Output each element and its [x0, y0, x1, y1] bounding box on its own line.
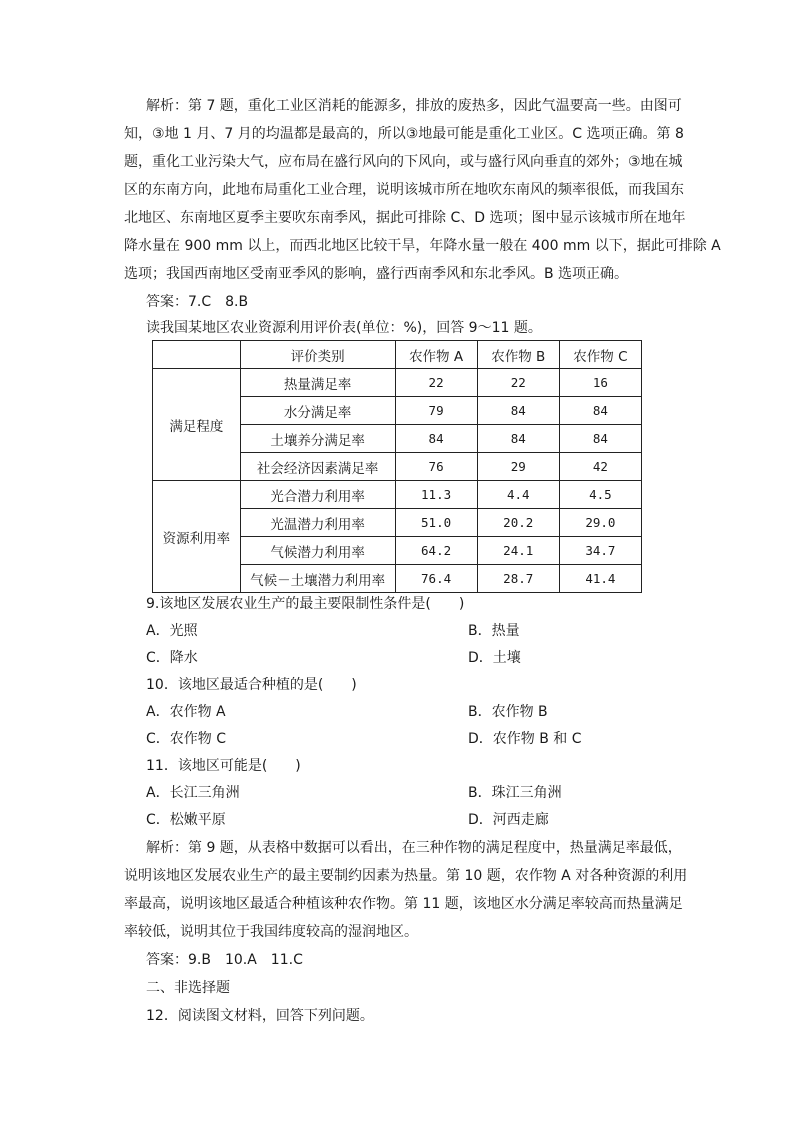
question-11-stem: 11．该地区可能是( ) — [146, 758, 301, 774]
cell-value: 16 — [559, 369, 641, 397]
explanation-line: 解析：第 9 题，从表格中数据可以看出，在三种作物的满足程度中，热量满足率最低， — [146, 840, 682, 856]
answer-q7-8: 答案：7.C 8.B — [146, 294, 249, 310]
row-label: 光温潜力利用率 — [240, 509, 395, 537]
question-11-option-b: B．珠江三角洲 — [468, 785, 562, 801]
question-9-option-d: D．土壤 — [468, 650, 521, 666]
evaluation-table — [152, 340, 642, 593]
explanation-line: 题，重化工业污染大气，应布局在盛行风向的下风向，或与盛行风向垂直的郊外；③地在城 — [124, 154, 683, 170]
cell-value: 20.2 — [477, 509, 559, 537]
cell-value: 51.0 — [395, 509, 477, 537]
question-10-option-c: C．农作物 C — [146, 731, 227, 747]
explanation-line: 说明该地区发展农业生产的最主要制约因素为热量。第 10 题，农作物 A 对各种资源的利用 — [124, 868, 688, 884]
question-11-option-d: D．河西走廊 — [468, 812, 549, 828]
table-header-blank — [153, 341, 241, 369]
cell-value: 29 — [477, 453, 559, 481]
question-10-stem: 10．该地区最适合种植的是( ) — [146, 677, 357, 693]
question-9-stem: 9.该地区发展农业生产的最主要限制性条件是( ) — [146, 596, 465, 612]
row-label: 热量满足率 — [240, 369, 395, 397]
cell-value: 28.7 — [477, 565, 559, 593]
cell-value: 22 — [395, 369, 477, 397]
question-9-option-b: B．热量 — [468, 623, 520, 639]
explanation-line: 区的东南方向，此地布局重化工业合理，说明该城市所在地吹东南风的频率很低，而我国东 — [124, 182, 684, 198]
row-label: 土壤养分满足率 — [240, 425, 395, 453]
table-header-row — [153, 341, 642, 369]
cell-value: 29.0 — [559, 509, 641, 537]
question-9-option-c: C．降水 — [146, 650, 198, 666]
table-header-crop-b: 农作物 B — [477, 341, 559, 369]
row-label: 气候－土壤潜力利用率 — [240, 565, 395, 593]
explanation-line: 解析：第 7 题，重化工业区消耗的能源多，排放的废热多，因此气温要高一些。由图可 — [146, 98, 682, 114]
row-label: 社会经济因素满足率 — [240, 453, 395, 481]
question-10-option-a: A．农作物 A — [146, 704, 226, 720]
cell-value: 4.5 — [559, 481, 641, 509]
explanation-line: 知，③地 1 月、7 月的均温都是最高的，所以③地最可能是重化工业区。C 选项正确。第 8 — [124, 126, 684, 142]
question-11-option-c: C．松嫩平原 — [146, 812, 226, 828]
cell-value: 76.4 — [395, 565, 477, 593]
question-12-stem: 12．阅读图文材料，回答下列问题。 — [146, 1008, 374, 1024]
cell-value: 84 — [559, 425, 641, 453]
cell-value: 42 — [559, 453, 641, 481]
cell-value: 79 — [395, 397, 477, 425]
cell-value: 41.4 — [559, 565, 641, 593]
cell-value: 22 — [477, 369, 559, 397]
section-heading: 二、非选择题 — [146, 980, 230, 996]
cell-value: 84 — [395, 425, 477, 453]
group-label-utilization: 资源利用率 — [153, 481, 241, 593]
cell-value: 64.2 — [395, 537, 477, 565]
table-header-crop-a: 农作物 A — [395, 341, 477, 369]
question-10-option-b: B．农作物 B — [468, 704, 548, 720]
cell-value: 84 — [559, 397, 641, 425]
table-row — [153, 481, 642, 509]
cell-value: 76 — [395, 453, 477, 481]
explanation-line: 率最高，说明该地区最适合种植该种农作物。第 11 题，该地区水分满足率较高而热量满足 — [124, 896, 683, 912]
question-11-option-a: A．长江三角洲 — [146, 785, 240, 801]
cell-value: 34.7 — [559, 537, 641, 565]
table-row — [153, 369, 642, 397]
table-header-crop-c: 农作物 C — [559, 341, 641, 369]
table-header-category: 评价类别 — [240, 341, 395, 369]
explanation-line: 北地区、东南地区夏季主要吹东南季风，据此可排除 C、D 选项；图中显示该城市所在地年 — [124, 210, 686, 226]
cell-value: 84 — [477, 425, 559, 453]
explanation-line: 降水量在 900 mm 以上，而西北地区比较干旱，年降水量一般在 400 mm 以下，据此可排除 A — [124, 238, 721, 254]
row-label: 水分满足率 — [240, 397, 395, 425]
answer-q9-11: 答案：9.B 10.A 11.C — [146, 952, 303, 968]
question-9-option-a: A．光照 — [146, 623, 198, 639]
explanation-line: 率较低，说明其位于我国纬度较高的湿润地区。 — [124, 924, 418, 940]
row-label: 光合潜力利用率 — [240, 481, 395, 509]
table-intro: 读我国某地区农业资源利用评价表(单位：%)，回答 9～11 题。 — [146, 320, 542, 336]
question-10-option-d: D．农作物 B 和 C — [468, 731, 582, 747]
row-label: 气候潜力利用率 — [240, 537, 395, 565]
cell-value: 84 — [477, 397, 559, 425]
cell-value: 24.1 — [477, 537, 559, 565]
explanation-line: 选项；我国西南地区受南亚季风的影响，盛行西南季风和东北季风。B 选项正确。 — [124, 266, 629, 282]
group-label-satisfaction: 满足程度 — [153, 369, 241, 481]
cell-value: 11.3 — [395, 481, 477, 509]
cell-value: 4.4 — [477, 481, 559, 509]
